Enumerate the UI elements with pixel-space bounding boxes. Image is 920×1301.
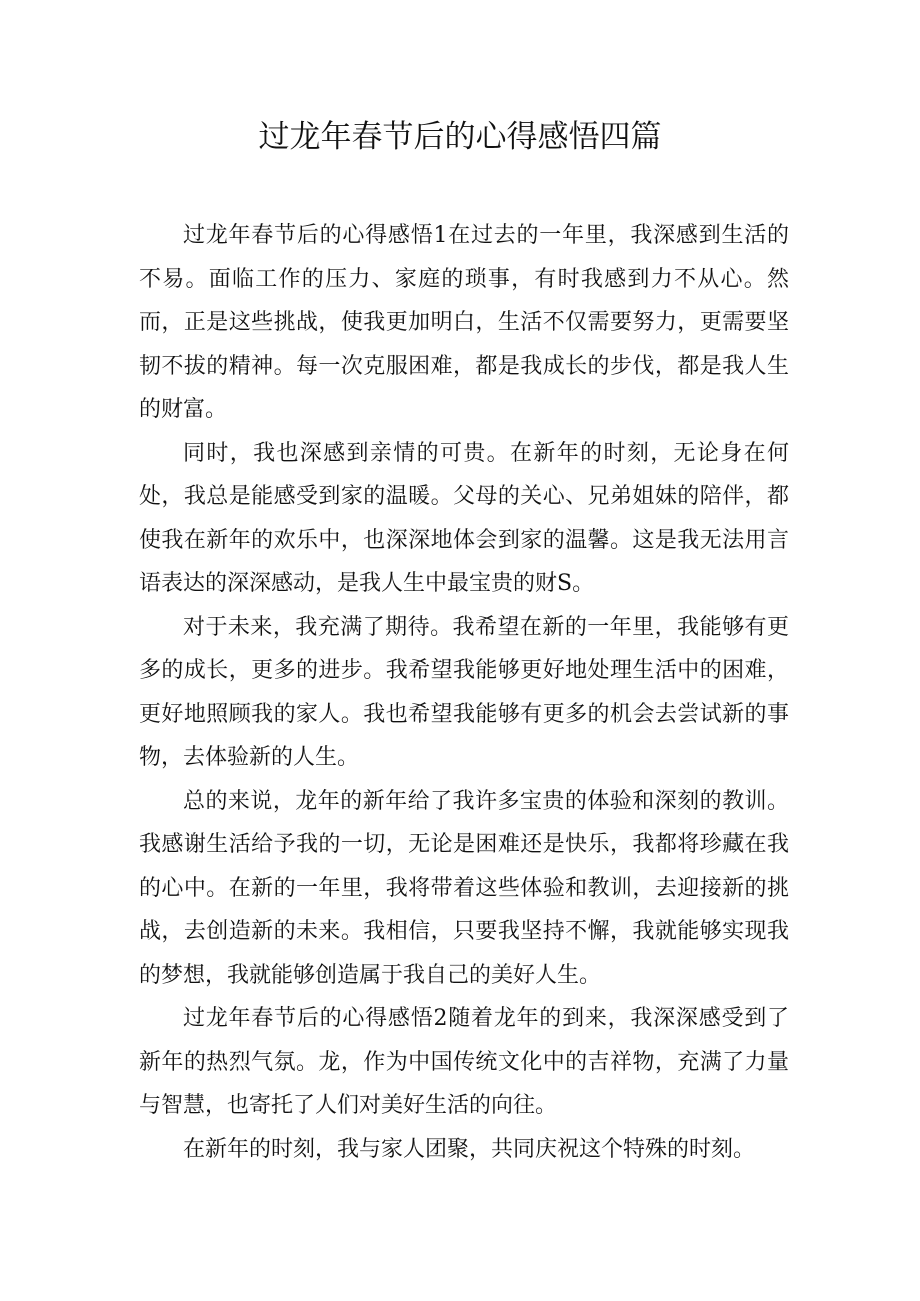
paragraph: 在新年的时刻，我与家人团聚，共同庆祝这个特殊的时刻。 bbox=[183, 1136, 756, 1162]
paragraph: 过龙年春节后的心得感悟2随着龙年的到来，我深深感受到了新年的热烈气氛。龙，作为中国传统文化中的吉祥物，充满了力量与智慧，也寄托了人们对美好生活的向往。 bbox=[139, 1006, 789, 1118]
document-body bbox=[139, 214, 789, 1171]
paragraph: 过龙年春节后的心得感悟1在过去的一年里，我深感到生活的不易。面临工作的压力、家庭的琐事，有时我感到力不从心。然而，正是这些挑战，使我更加明白，生活不仅需要努力，更需要坚韧不拔的精神。每一次克服困难，都是我成长的步伐，都是我人生的财富。 bbox=[139, 223, 789, 422]
paragraph: 总的来说，龙年的新年给了我许多宝贵的体验和深刻的教训。我感谢生活给予我的一切，无论是困难还是快乐，我都将珍藏在我的心中。在新的一年里，我将带着这些体验和教训，去迎接新的挑战，去创造新的未来。我相信，只要我坚持不懈，我就能够实现我的梦想，我就能够创造属于我自己的美好人生。 bbox=[139, 788, 789, 988]
paragraph: 对于未来，我充满了期待。我希望在新的一年里，我能够有更多的成长，更多的进步。我希望我能够更好地处理生活中的困难，更好地照顾我的家人。我也希望我能够有更多的机会去尝试新的事物，去体验新的人生。 bbox=[139, 614, 789, 770]
document-title: 过龙年春节后的心得感悟四篇 bbox=[258, 119, 662, 155]
paragraph: 同时，我也深感到亲情的可贵。在新年的时刻，无论身在何处，我总是能感受到家的温暖。父母的关心、兄弟姐妹的陪伴，都使我在新年的欢乐中，也深深地体会到家的温馨。这是我无法用言语表达的深深感动，是我人生中最宝贵的财S。 bbox=[139, 440, 789, 596]
